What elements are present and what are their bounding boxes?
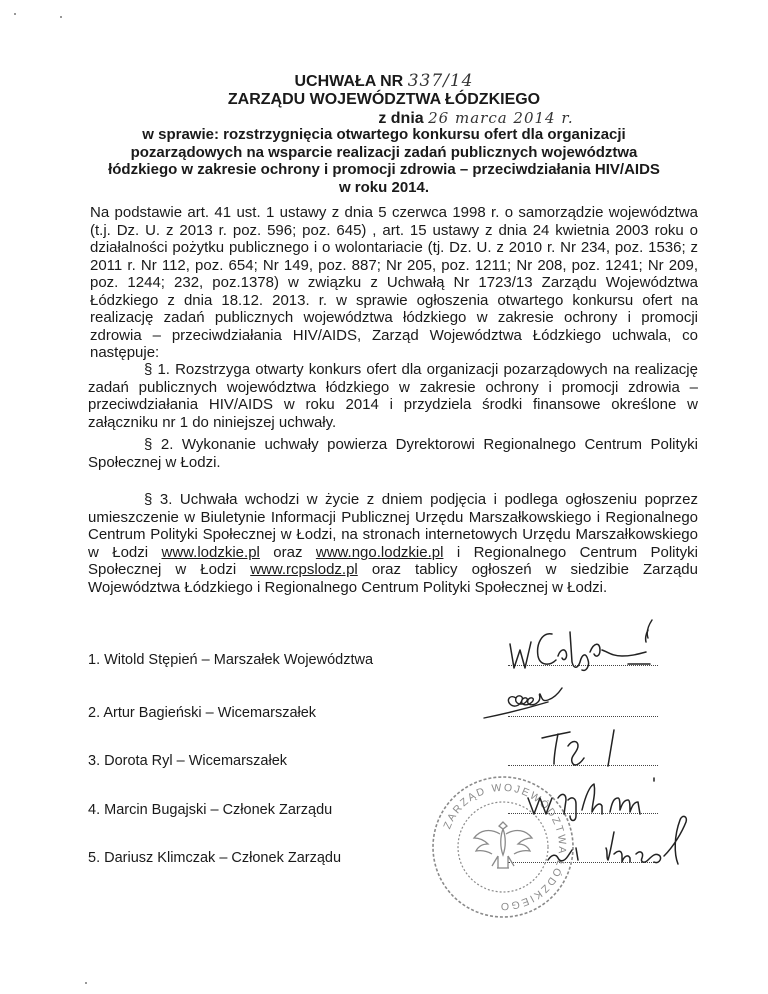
subject-line: w sprawie: rozstrzygnięcia otwartego konkursu ofert dla organizacji <box>142 126 626 143</box>
signature-klimczak <box>540 808 700 878</box>
resolution-subject <box>60 126 708 196</box>
section-2 <box>88 436 698 471</box>
section-3-text: i Regionalnego Centrum Polityki Społecznej w Łodzi <box>88 543 698 578</box>
section-1 <box>88 361 698 431</box>
signature-ryl <box>528 720 638 770</box>
signatory-5: 5. Dariusz Klimczak – Członek Zarządu <box>88 850 342 866</box>
legal-basis-paragraph: Na podstawie art. 41 ust. 1 ustawy z dnia 5 czerwca 1998 r. o samorządzie województwa (t.j. Dz. U. z 2013 r. poz. 596; poz. 645) , art. 15 ustawy z dnia 24 kwietnia 2003 roku o działalności pożytku publicznego i o wolontariacie (tj. Dz. U. z 2010 r. Nr 234, poz. 1536; z 2011 r. Nr 112, poz. 654; Nr 149, poz. 887; Nr 205, poz. 1211; Nr 208, poz. 1241; Nr 209, poz. 1244; 232, poz.1378) w związku z Uchwałą Nr 1723/13 Zarządu Województwa Łódzkiego z dnia 18.12. 2013. r. w sprawie ogłoszenia otwartego konkursu ofert na realizację zadań publicznych województwa łódzkiego w zakresie ochrony i promocji zdrowia – przeciwdziałania HIV/AIDS, Zarząd Województwa Łódzkiego uchwala, co następuje: <box>90 204 698 361</box>
scan-speck <box>85 982 87 984</box>
resolution-title <box>0 72 768 91</box>
signature-bagienski <box>478 676 598 722</box>
subject-line: łódzkiego w zakresie ochrony i promocji zdrowia – przeciwdziałania HIV/AIDS <box>108 161 660 178</box>
date-prefix: z dnia <box>378 110 424 127</box>
signatory-2: 2. Artur Bagieński – Wicemarszałek <box>88 705 317 721</box>
section-3-connector: oraz <box>273 543 303 561</box>
section-3-text: oraz tablicy ogłoszeń w siedzibie Zarządu Województwa Łódzkiego i Regionalnego Centrum Polityki Społecznej w Łodzi. <box>88 561 698 596</box>
resolution-number-handwritten: 337/14 <box>407 71 474 91</box>
link-lodzkie[interactable]: www.lodzkie.pl <box>161 543 260 561</box>
subject-line: w roku 2014. <box>338 178 430 196</box>
section-1-text: § 1. Rozstrzyga otwarty konkurs ofert dla organizacji pozarządowych na realizację zadań publicznych województwa łódzkiego w zakresie ochrony i promocji zdrowia – przeciwdziałania HIV/AIDS w roku 2014 i przydziela środki finansowe określone w załączniku nr 1 do niniejszej uchwały. <box>88 361 698 431</box>
section-3-text: § 3. Uchwała wchodzi w życie z dniem podjęcia i podlega ogłoszeniu poprzez umieszczenie w Biuletynie Informacji Publicznej Urzędu Marszałkowskiego i Regionalnego Centrum Polityki Społecznej w Łodzi, na stronach internetowych Urzędu Marszałkowskiego w Łodzi <box>88 491 698 561</box>
link-ngo-lodzkie[interactable]: www.ngo.lodzkie.pl <box>315 543 444 561</box>
signatory-3: 3. Dorota Ryl – Wicemarszałek <box>88 753 288 769</box>
section-3 <box>88 491 698 596</box>
signature-mark <box>640 618 656 640</box>
date-handwritten: 26 marca 2014 r. <box>428 109 574 127</box>
issuing-board: ZARZĄDU WOJEWÓDZTWA ŁÓDZKIEGO <box>227 91 541 108</box>
scan-speck <box>14 13 16 15</box>
signatory-4: 4. Marcin Bugajski – Członek Zarządu <box>88 802 333 818</box>
subject-line: pozarządowych na wsparcie realizacji zadań publicznych województwa <box>130 143 638 161</box>
signatory-1: 1. Witold Stępień – Marszałek Województwa <box>88 652 374 668</box>
link-rcpslodz[interactable]: www.rcpslodz.pl <box>250 561 358 578</box>
resolution-title-prefix: UCHWAŁA NR <box>294 73 404 90</box>
section-2-text: § 2. Wykonanie uchwały powierza Dyrektorowi Regionalnego Centrum Polityki Społecznej w Łodzi. <box>88 436 698 471</box>
seal-text: ZARZĄD WOJEWÓDZTWA ŁÓDZKIEGO <box>441 781 569 913</box>
scan-speck <box>60 16 62 18</box>
